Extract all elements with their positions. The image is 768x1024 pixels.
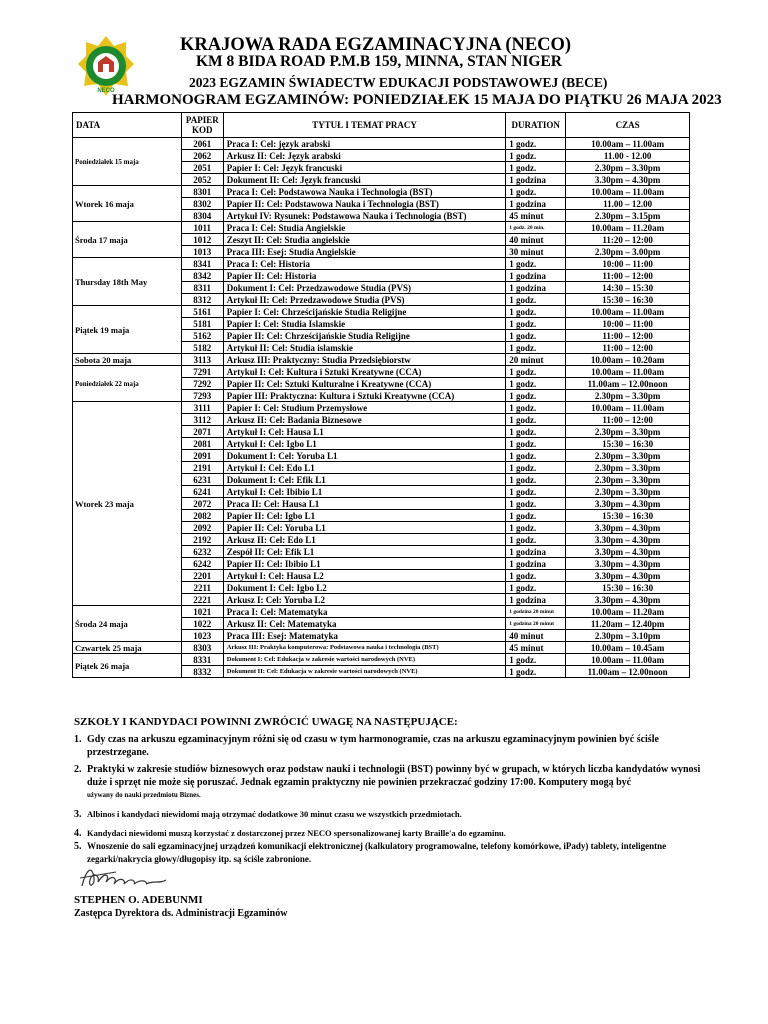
paper-code-cell: 5161 [181,306,223,318]
paper-code-cell: 8341 [181,258,223,270]
time-cell: 3.30pm – 4.30pm [566,594,690,606]
paper-code-cell: 1011 [181,222,223,234]
duration-cell: 30 minut [506,246,566,258]
paper-code-cell: 2071 [181,426,223,438]
table-row [73,366,690,378]
duration-cell: 1 godz. [506,318,566,330]
duration-cell: 1 godz. [506,570,566,582]
duration-cell: 1 godz. [506,258,566,270]
paper-title-cell: Papier II: Cel: Podstawowa Nauka i Technologia (BST) [223,198,505,210]
note-item [74,763,714,802]
paper-title-cell: Zeszyt II: Cel: Studia angielskie [223,234,505,246]
time-cell: 10.00am – 11.00am [566,306,690,318]
duration-cell: 1 godzina [506,198,566,210]
time-cell: 2.30pm – 3.30pm [566,474,690,486]
duration-cell: 45 minut [506,642,566,654]
day-cell: Środa 17 maja [73,222,182,258]
paper-code-cell: 2201 [181,570,223,582]
duration-cell: 1 godzina [506,270,566,282]
time-cell: 15:30 – 16:30 [566,582,690,594]
duration-cell: 1 godz. [506,162,566,174]
header-line-3: 2023 EGZAMIN ŚWIADECTW EDUKACJI PODSTAWOWEJ (BECE) [189,75,608,90]
paper-code-cell: 8311 [181,282,223,294]
duration-cell: 1 godz. [506,534,566,546]
paper-title-cell: Dokument I: Cel: Przedzawodowe Studia (PVS) [223,282,505,294]
time-cell: 3.30pm – 4.30pm [566,546,690,558]
paper-title-cell: Papier I: Cel: Studia Islamskie [223,318,505,330]
paper-title-cell: Arkusz I: Cel: Yoruba L2 [223,594,505,606]
note-text: Wnoszenie do sali egzaminacyjnej urządzeń komunikacji elektronicznej (kalkulatory programowalne, telefony komórkowe, iPady) tablety, inteligentne zegarki/nakrycia głowy/długopisy itp. są ściśle zabronione. [87,841,667,864]
paper-title-cell: Papier III: Praktyczna: Kultura i Sztuki Kreatywne (CCA) [223,390,505,402]
time-cell: 2.30pm – 3.00pm [566,246,690,258]
paper-title-cell: Arkusz III: Praktyka komputerowa: Podstawowa nauka i technologia (BST) [223,642,505,654]
duration-cell: 1 godz. [506,510,566,522]
time-cell: 3.30pm – 4.30pm [566,570,690,582]
time-cell: 11.00am – 12.00noon [566,378,690,390]
paper-code-cell: 7293 [181,390,223,402]
notes-section [74,716,714,866]
time-cell: 11.00am – 12.00noon [566,666,690,678]
note-item [74,733,714,759]
paper-title-cell: Artykuł I: Cel: Ibibio L1 [223,486,505,498]
time-cell: 15:30 – 16:30 [566,294,690,306]
duration-cell: 1 godz. [506,438,566,450]
time-cell: 11:00 – 12:00 [566,270,690,282]
paper-code-cell: 1023 [181,630,223,642]
day-cell: Poniedziałek 22 maja [73,366,182,402]
paper-code-cell: 2192 [181,534,223,546]
time-cell: 11:20 – 12:00 [566,234,690,246]
day-cell: Piątek 26 maja [73,654,182,678]
time-cell: 10.00am – 11.00am [566,654,690,666]
time-cell: 3.30pm – 4.30pm [566,174,690,186]
day-cell: Poniedziałek 15 maja [73,138,182,186]
header-line-2: KM 8 BIDA ROAD P.M.B 159, MINNA, STAN NIGER [196,53,562,70]
table-row [73,186,690,198]
paper-title-cell: Papier II: Cel: Igbo L1 [223,510,505,522]
time-cell: 2.30pm – 3.30pm [566,426,690,438]
time-cell: 11.00 – 12.00 [566,198,690,210]
day-cell: Wtorek 16 maja [73,186,182,222]
paper-code-cell: 8304 [181,210,223,222]
time-cell: 11.20am – 12.40pm [566,618,690,630]
paper-code-cell: 8342 [181,270,223,282]
paper-code-cell: 2052 [181,174,223,186]
paper-title-cell: Dokument I: Cel: Yoruba L1 [223,450,505,462]
duration-cell: 1 godz. [506,390,566,402]
paper-code-cell: 3113 [181,354,223,366]
duration-cell: 1 godzina [506,282,566,294]
paper-title-cell: Praca III: Esej: Studia Angielskie [223,246,505,258]
time-cell: 10:00 – 11:00 [566,318,690,330]
paper-code-cell: 7291 [181,366,223,378]
paper-title-cell: Papier I: Cel: Język francuski [223,162,505,174]
duration-cell: 1 godzina [506,174,566,186]
duration-cell: 1 godz. [506,378,566,390]
exam-schedule-table [72,112,690,678]
paper-code-cell: 8312 [181,294,223,306]
header-line-4: HARMONOGRAM EGZAMINÓW: PONIEDZIAŁEK 15 MAJA DO PIĄTKU 26 MAJA 2023 [112,92,722,108]
time-cell: 11:00 – 12:00 [566,330,690,342]
duration-cell: 1 godz. [506,498,566,510]
paper-title-cell: Arkusz II: Cel: Matematyka [223,618,505,630]
duration-cell: 40 minut [506,234,566,246]
duration-cell: 1 godz. [506,306,566,318]
schedule-body [73,138,690,678]
paper-code-cell: 7292 [181,378,223,390]
col-header-duration: DURATION [506,113,566,138]
duration-cell: 1 godz. [506,450,566,462]
time-cell: 10.00am – 11.00am [566,366,690,378]
day-cell: Piątek 19 maja [73,306,182,354]
duration-cell: 1 godz. [506,402,566,414]
paper-title-cell: Papier II: Cel: Sztuki Kulturalne i Kreatywne (CCA) [223,378,505,390]
paper-code-cell: 2221 [181,594,223,606]
paper-code-cell: 2091 [181,450,223,462]
time-cell: 3.30pm – 4.30pm [566,522,690,534]
note-text-tail: używany do nauki przedmiotu Biznes. [87,791,201,799]
day-cell: Thursday 18th May [73,258,182,306]
paper-code-cell: 8303 [181,642,223,654]
time-cell: 2.30pm – 3.30pm [566,486,690,498]
col-header-data: DATA [73,113,182,138]
duration-cell: 1 godz. 20 min. [506,222,566,234]
paper-title-cell: Artykuł I: Cel: Hausa L2 [223,570,505,582]
paper-code-cell: 2092 [181,522,223,534]
duration-cell: 1 godz. [506,366,566,378]
note-number: 3. [74,809,82,820]
duration-cell: 1 godzina [506,546,566,558]
time-cell: 10.00am – 11.00am [566,402,690,414]
duration-cell: 1 godz. [506,582,566,594]
notes-heading: SZKOŁY I KANDYDACI POWINNI ZWRÓCIĆ UWAGĘ NA NASTĘPUJĄCE: [74,716,458,728]
paper-title-cell: Praca II: Cel: Hausa L1 [223,498,505,510]
paper-title-cell: Praca III: Esej: Matematyka [223,630,505,642]
paper-title-cell: Arkusz II: Cel: Język arabski [223,150,505,162]
day-cell: Sobota 20 maja [73,354,182,366]
time-cell: 3.30pm – 4.30pm [566,534,690,546]
paper-code-cell: 3111 [181,402,223,414]
paper-title-cell: Dokument I: Cel: Igbo L2 [223,582,505,594]
paper-title-cell: Artykuł II: Cel: Przedzawodowe Studia (PVS) [223,294,505,306]
time-cell: 2.30pm – 3.30pm [566,162,690,174]
paper-code-cell: 2191 [181,462,223,474]
paper-title-cell: Arkusz III: Praktyczny: Studia Przedsiębiorstw [223,354,505,366]
note-number: 5. [74,841,82,852]
time-cell: 10.00am – 11.00am [566,186,690,198]
duration-cell: 1 godzina 20 minut [506,618,566,630]
time-cell: 2.30pm – 3.30pm [566,462,690,474]
paper-code-cell: 8302 [181,198,223,210]
paper-title-cell: Papier II: Cel: Ibibio L1 [223,558,505,570]
time-cell: 3.30pm – 4.30pm [566,558,690,570]
paper-code-cell: 8331 [181,654,223,666]
duration-cell: 20 minut [506,354,566,366]
paper-title-cell: Praca I: Cel: język arabski [223,138,505,150]
time-cell: 2.30pm – 3.15pm [566,210,690,222]
duration-cell: 1 godzina [506,558,566,570]
duration-cell: 1 godz. [506,150,566,162]
day-cell: Wtorek 23 maja [73,402,182,606]
paper-code-cell: 5182 [181,342,223,354]
table-row [73,606,690,618]
duration-cell: 1 godz. [506,330,566,342]
note-item [74,808,714,821]
duration-cell: 1 godz. [506,462,566,474]
col-header-time: CZAS [566,113,690,138]
time-cell: 10.00am – 10.20am [566,354,690,366]
time-cell: 15:30 – 16:30 [566,510,690,522]
note-number: 1. [74,734,82,745]
day-cell: Czwartek 25 maja [73,642,182,654]
signer-block [74,893,287,921]
paper-code-cell: 6231 [181,474,223,486]
paper-code-cell: 6242 [181,558,223,570]
paper-title-cell: Papier I: Cel: Chrześcijańskie Studia Religijne [223,306,505,318]
paper-code-cell: 1022 [181,618,223,630]
paper-title-cell: Dokument II: Cel: Język francuski [223,174,505,186]
paper-code-cell: 2072 [181,498,223,510]
col-header-title: TYTUŁ I TEMAT PRACY [223,113,505,138]
time-cell: 15:30 – 16:30 [566,438,690,450]
time-cell: 3.30pm – 4.30pm [566,498,690,510]
paper-title-cell: Praca I: Cel: Studia Angielskie [223,222,505,234]
paper-code-cell: 1013 [181,246,223,258]
time-cell: 14:30 – 15:30 [566,282,690,294]
paper-title-cell: Artykuł IV: Rysunek: Podstawowa Nauka i Technologia (BST) [223,210,505,222]
paper-code-cell: 6241 [181,486,223,498]
paper-code-cell: 2081 [181,438,223,450]
duration-cell: 1 godz. [506,522,566,534]
note-text: Albinos i kandydaci niewidomi mają otrzymać dodatkowe 30 minut czasu we wszystkich przedmiotach. [87,809,462,819]
day-cell: Środa 24 maja [73,606,182,642]
note-text: Kandydaci niewidomi muszą korzystać z dostarczonej przez NECO spersonalizowanej karty Braille'a do egzaminu. [87,828,506,838]
duration-cell: 1 godz. [506,138,566,150]
svg-text:NECO: NECO [97,88,115,94]
time-cell: 10.00am – 11.00am [566,138,690,150]
duration-cell: 1 godz. [506,426,566,438]
paper-title-cell: Artykuł I: Cel: Kultura i Sztuki Kreatywne (CCA) [223,366,505,378]
paper-code-cell: 6232 [181,546,223,558]
time-cell: 10:00 – 11:00 [566,258,690,270]
paper-title-cell: Artykuł I: Cel: Igbo L1 [223,438,505,450]
note-number: 2. [74,764,82,775]
duration-cell: 45 minut [506,210,566,222]
table-row [73,354,690,366]
duration-cell: 1 godz. [506,186,566,198]
paper-title-cell: Papier I: Cel: Studium Przemysłowe [223,402,505,414]
paper-title-cell: Papier II: Cel: Historia [223,270,505,282]
paper-code-cell: 2062 [181,150,223,162]
note-number: 4. [74,828,82,839]
table-row [73,138,690,150]
duration-cell: 40 minut [506,630,566,642]
table-row [73,654,690,666]
signer-name: STEPHEN O. ADEBUNMI [74,894,203,906]
paper-code-cell: 3112 [181,414,223,426]
paper-title-cell: Artykuł I: Cel: Edo L1 [223,462,505,474]
time-cell: 11:00 – 12:00 [566,342,690,354]
note-text: Praktyki w zakresie studiów biznesowych oraz podstaw nauki i technologii (BST) powinny być w grupach, w których liczba kandydatów wynosi duże i sprzęt nie może się poruszać. Jednak egzamin praktyczny nie powinien przekraczać godziny 17:00. Komputery mogą być [87,764,701,788]
signature-image [76,856,172,896]
time-cell: 11:00 – 12:00 [566,414,690,426]
paper-title-cell: Dokument I: Cel: Efik L1 [223,474,505,486]
time-cell: 10.00am – 11.20am [566,606,690,618]
col-header-kod: PAPIER KOD [181,113,223,138]
paper-title-cell: Arkusz II: Cel: Edo L1 [223,534,505,546]
paper-code-cell: 1012 [181,234,223,246]
duration-cell: 1 godz. [506,342,566,354]
paper-code-cell: 8301 [181,186,223,198]
table-row [73,642,690,654]
note-text: Gdy czas na arkuszu egzaminacyjnym różni się od czasu w tym harmonogramie, czas na arkuszu egzaminacyjnym powinien być ściśle przestrzegane. [87,734,659,758]
time-cell: 10.00am – 10.45am [566,642,690,654]
table-row [73,402,690,414]
paper-title-cell: Artykuł II: Cel: Studia islamskie [223,342,505,354]
paper-title-cell: Zespół II: Cel: Efik L1 [223,546,505,558]
table-row [73,258,690,270]
time-cell: 2.30pm – 3.10pm [566,630,690,642]
paper-code-cell: 1021 [181,606,223,618]
note-item [74,827,714,840]
header-line-1: KRAJOWA RADA EGZAMINACYJNA (NECO) [180,35,572,55]
paper-code-cell: 8332 [181,666,223,678]
paper-title-cell: Papier II: Cel: Chrześcijańskie Studia Religijne [223,330,505,342]
duration-cell: 1 godz. [506,474,566,486]
paper-title-cell: Artykuł I: Cel: Hausa L1 [223,426,505,438]
paper-title-cell: Praca I: Cel: Podstawowa Nauka i Technologia (BST) [223,186,505,198]
time-cell: 10.00am – 11.20am [566,222,690,234]
paper-title-cell: Praca I: Cel: Matematyka [223,606,505,618]
paper-code-cell: 2211 [181,582,223,594]
duration-cell: 1 godzina [506,594,566,606]
paper-title-cell: Praca I: Cel: Historia [223,258,505,270]
paper-code-cell: 5181 [181,318,223,330]
time-cell: 2.30pm – 3.30pm [566,450,690,462]
duration-cell: 1 godzina 20 minut [506,606,566,618]
paper-title-cell: Papier II: Cel: Yoruba L1 [223,522,505,534]
paper-title-cell: Dokument I: Cel: Edukacja w zakresie wartości narodowych (NVE) [223,654,505,666]
duration-cell: 1 godz. [506,666,566,678]
paper-code-cell: 2082 [181,510,223,522]
time-cell: 2.30pm – 3.30pm [566,390,690,402]
paper-title-cell: Arkusz II: Cel: Badania Biznesowe [223,414,505,426]
neco-logo [76,34,136,98]
signer-role: Zastępca Dyrektora ds. Administracji Egzaminów [74,908,288,919]
duration-cell: 1 godz. [506,294,566,306]
paper-code-cell: 2061 [181,138,223,150]
time-cell: 11.00 - 12.00 [566,150,690,162]
paper-title-cell: Dokument II: Cel: Edukacja w zakresie wartości narodowych (NVE) [223,666,505,678]
duration-cell: 1 godz. [506,414,566,426]
table-row [73,306,690,318]
paper-code-cell: 5162 [181,330,223,342]
paper-code-cell: 2051 [181,162,223,174]
duration-cell: 1 godz. [506,654,566,666]
duration-cell: 1 godz. [506,486,566,498]
table-row [73,222,690,234]
